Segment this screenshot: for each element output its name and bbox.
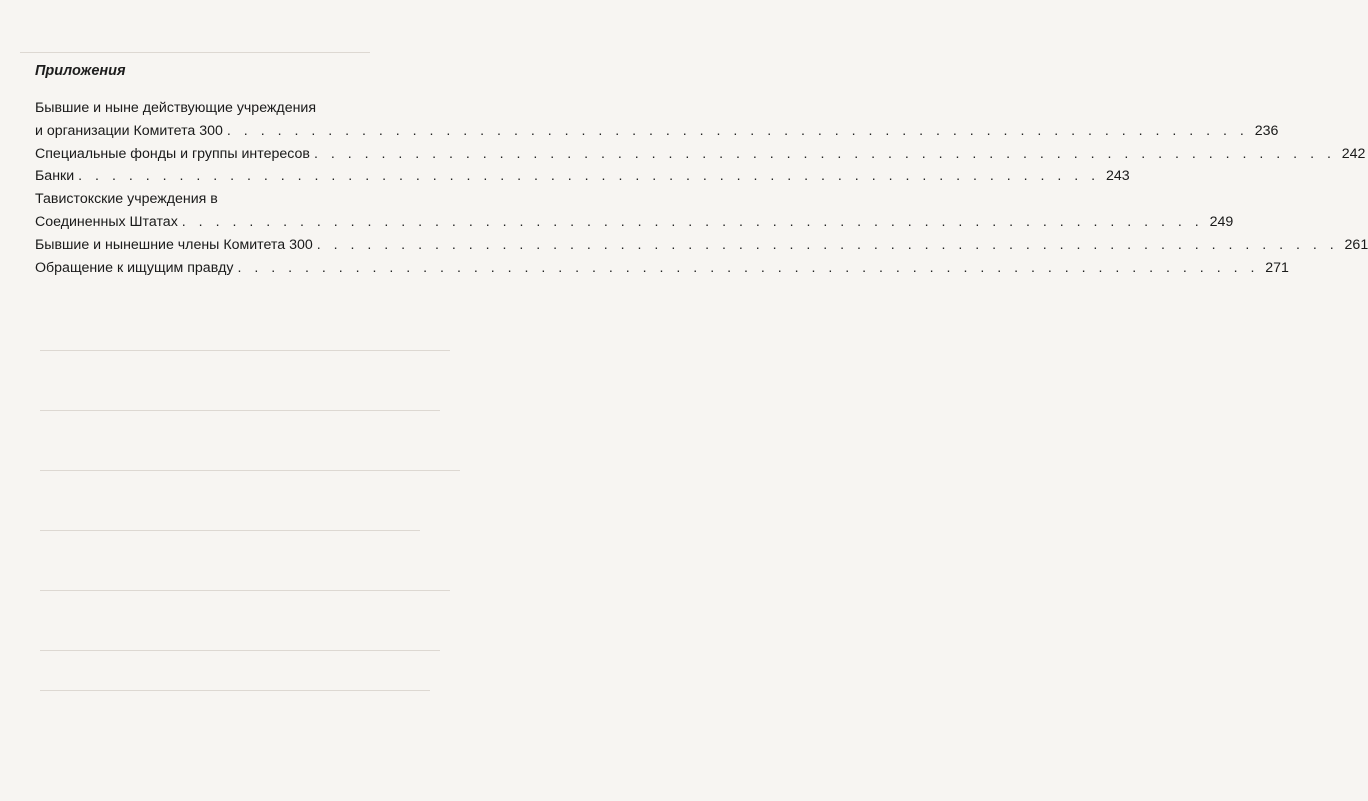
- bleed-through-mark: [40, 530, 420, 531]
- bleed-through-mark: [20, 52, 370, 53]
- section-title: Приложения: [35, 63, 126, 79]
- toc-entry: [35, 188, 1234, 234]
- toc-entry: [35, 143, 1366, 166]
- toc-entry-final-line: [35, 257, 1289, 280]
- dot-leader: . . . . . . . . . . . . . . . . . . . . . . . . . . . . . . . . . . . . . . . . . . . . . . . . . . . . . . . . . . . . .: [226, 122, 1249, 139]
- dot-leader: . . . . . . . . . . . . . . . . . . . . . . . . . . . . . . . . . . . . . . . . . . . . . . . . . . . . . . . . . . . . .: [237, 259, 1259, 276]
- toc-entry-final-line: [35, 120, 1279, 143]
- toc-page-number: 271: [1265, 259, 1289, 276]
- toc-entry-line: и организации Комитета 300: [35, 122, 223, 139]
- toc-entry: [35, 165, 1130, 188]
- dot-leader: . . . . . . . . . . . . . . . . . . . . . . . . . . . . . . . . . . . . . . . . . . . . . . . . . . . . . . . . . . . . .: [78, 168, 1100, 185]
- toc-page-number: 236: [1254, 122, 1279, 139]
- toc-entry: [35, 97, 1279, 143]
- toc-entry-line: Бывшие и ныне действующие учреждения: [35, 100, 317, 116]
- toc-entry-line: Обращение к ищущим правду: [35, 259, 234, 276]
- toc-page-number: 261: [1344, 236, 1368, 253]
- toc-entry-line: Специальные фонды и группы интересов: [35, 145, 310, 162]
- toc-entry-final-line: [35, 165, 1130, 188]
- toc-entry-line: Соединенных Штатах: [35, 213, 178, 230]
- toc-entry-final-line: [35, 234, 1368, 257]
- toc-page-number: 249: [1209, 213, 1234, 230]
- bleed-through-mark: [40, 590, 450, 591]
- dot-leader: . . . . . . . . . . . . . . . . . . . . . . . . . . . . . . . . . . . . . . . . . . . . . . . . . . . . . . . . . . . . .: [313, 145, 1336, 162]
- bleed-through-mark: [40, 650, 440, 651]
- bleed-through-mark: [40, 690, 430, 691]
- toc-entry-line: Бывшие и нынешние члены Комитета 300: [35, 236, 313, 253]
- dot-leader: . . . . . . . . . . . . . . . . . . . . . . . . . . . . . . . . . . . . . . . . . . . . . . . . . . . . . . . . . . . . .: [316, 236, 1339, 253]
- toc-entry-final-line: [35, 143, 1366, 166]
- toc-entry: [35, 257, 1289, 280]
- bleed-through-mark: [40, 470, 460, 471]
- toc-entry: [35, 234, 1368, 257]
- bleed-through-mark: [40, 350, 450, 351]
- toc-entry-line: Тавистокские учреждения в: [35, 191, 218, 208]
- toc-entry-line: Банки: [35, 168, 75, 185]
- bleed-through-mark: [40, 410, 440, 411]
- toc-entry-final-line: [35, 211, 1234, 234]
- toc-page-number: 243: [1105, 168, 1130, 185]
- table-of-contents: [35, 97, 1368, 279]
- toc-page-number: 242: [1341, 145, 1366, 162]
- dot-leader: . . . . . . . . . . . . . . . . . . . . . . . . . . . . . . . . . . . . . . . . . . . . . . . . . . . . . . . . . . . . .: [181, 213, 1204, 230]
